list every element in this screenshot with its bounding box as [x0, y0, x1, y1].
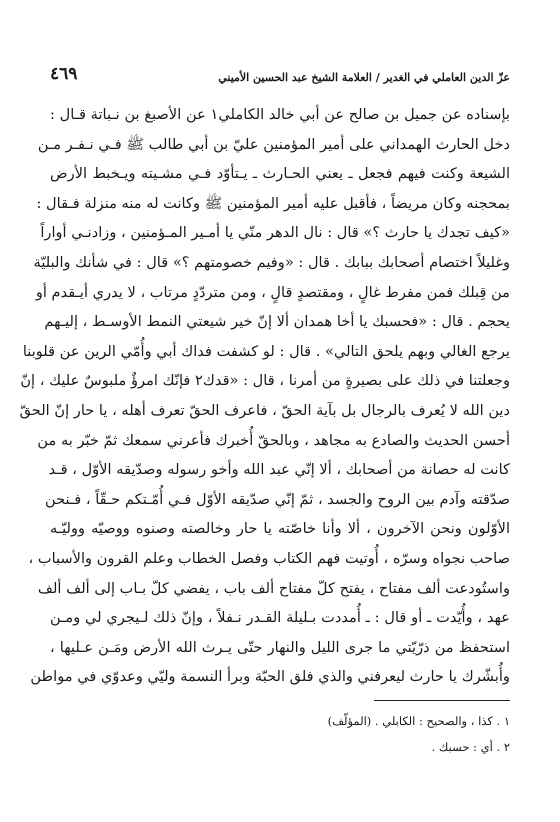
text-line: دخل الحارث الهمداني على أمير المؤمنين عليّ بن أبي طالب ﷺ فـي نـفـر مـن: [37, 135, 510, 153]
text-line: واستُودعت ألف مفتاح ، يفتح كلّ مفتاح ألف باب ، يفضي كلّ بـاب إلى ألف ألف: [37, 579, 510, 597]
text-line: بإسناده عن جميل بن صالح عن أبي خالد الكاملي١ عن الأصبغ بن نـباتة قـال :: [50, 106, 510, 123]
text-line: دين الله لا يُعرف بالرجال بل بآية الحقّ ، فاعرف الحقّ تعرف أهله ، يا حار إنّ الحقّ: [19, 401, 510, 419]
text-line: عهد ، وأُيّدت ـ أو قال : ـ أُمددت بـليلة القـدر نـفلاً ، وإنّ ذلك لـيجري لي ومـن: [50, 609, 510, 627]
running-head: عزّ الدين العاملي في الغدير / العلامة الشيخ عبد الحسين الأميني: [218, 71, 510, 84]
text-line: يحجم . قال : «فحسبك يا أخا همدان ألا إنّ خير شيعتي النمط الأوسـط ، إليـهم: [44, 313, 510, 331]
text-line: وجعلتنا في ذلك على بصيرةٍ من أمرنا ، قال : «قدك٢ فإنّك امرؤٌ ملبوسٌ عليك ، إنّ: [20, 372, 510, 390]
text-line: الأوّلون ونحن الآخرون ، ألا وأنا خاصّته يا حار وخالصته وصنوه ووصيّه ووليّـه: [50, 520, 510, 538]
text-line: من قِبلك فمن مفرط غالٍ ، ومقتصدٍ قالٍ ، ومن متردّدٍ مرتاب ، لا يدري أيـقدم أو: [35, 283, 510, 301]
text-line: صاحب نجواه وسرّه ، أُوتيت فهم الكتاب وفصل الخطاب وعلم القرون والأسباب ،: [28, 549, 510, 567]
text-line: صدّقته وآدم بين الروح والجسد ، ثمّ إنّي صدّيقه الأوّل فـي أُمّـتكم حـقّاً ، فـنحن: [45, 490, 510, 508]
text-line: بمحجنه وكان مريضاً ، فأقبل عليه أمير المؤمنين ﷺ وكانت له منه منزلة فـقال :: [36, 194, 510, 212]
text-line: الشيعة وكنت فيهم فجعل ـ يعني الحـارث ـ يـتأوّد فـي مشـيته ويـخبط الأرض: [50, 165, 510, 183]
footnotes: [50, 708, 510, 760]
page-number: ٤٦٩: [50, 64, 78, 84]
text-line: كانت له حصانة من أصحابك ، ألا إنّي عبد الله وأخو رسوله وصدّيقه الأوّل ، قـد: [48, 461, 510, 479]
text-line: وغليلاً اختصام أصحابك ببابك . قال : «وفيم خصومتهم ؟» قال : في شأنك والبليّة: [33, 253, 510, 271]
text-line: وأُبشّرك يا حارث ليعرفني والذي فلق الحبّة وبرأ النسمة وليّي وعدوّي في مواطن: [30, 668, 510, 686]
text-line: «كيف تجدك يا حارث ؟» قال : نال الدهر منّي يا أمـير المـؤمنين ، وزادنـي أواراً: [40, 224, 510, 242]
main-text: [19, 100, 510, 692]
text-line: يرجع الغالي وبهم يلحق التالي» . قال : لو كشفت فداك أبي وأُمّي الرين عن قلوبنا: [22, 342, 510, 360]
footnote-separator: [374, 700, 510, 701]
footnote: ٢ . أي : حسبك .: [431, 740, 510, 754]
text-line: استحفظ من ذرّيّتي ما جرى الليل والنهار حتّى يـرث الله الأرض ومَـن عـليها ،: [50, 638, 510, 656]
footnote: ١ . كذا ، والصحيح : الكابلي . (المؤلّف): [327, 714, 510, 728]
text-line: أحسن الحديث والصادع به مجاهد ، وبالحقّ أُخبرك فأعرني سمعك ثمّ خبّر به من: [37, 431, 510, 449]
page-header: [50, 62, 510, 84]
